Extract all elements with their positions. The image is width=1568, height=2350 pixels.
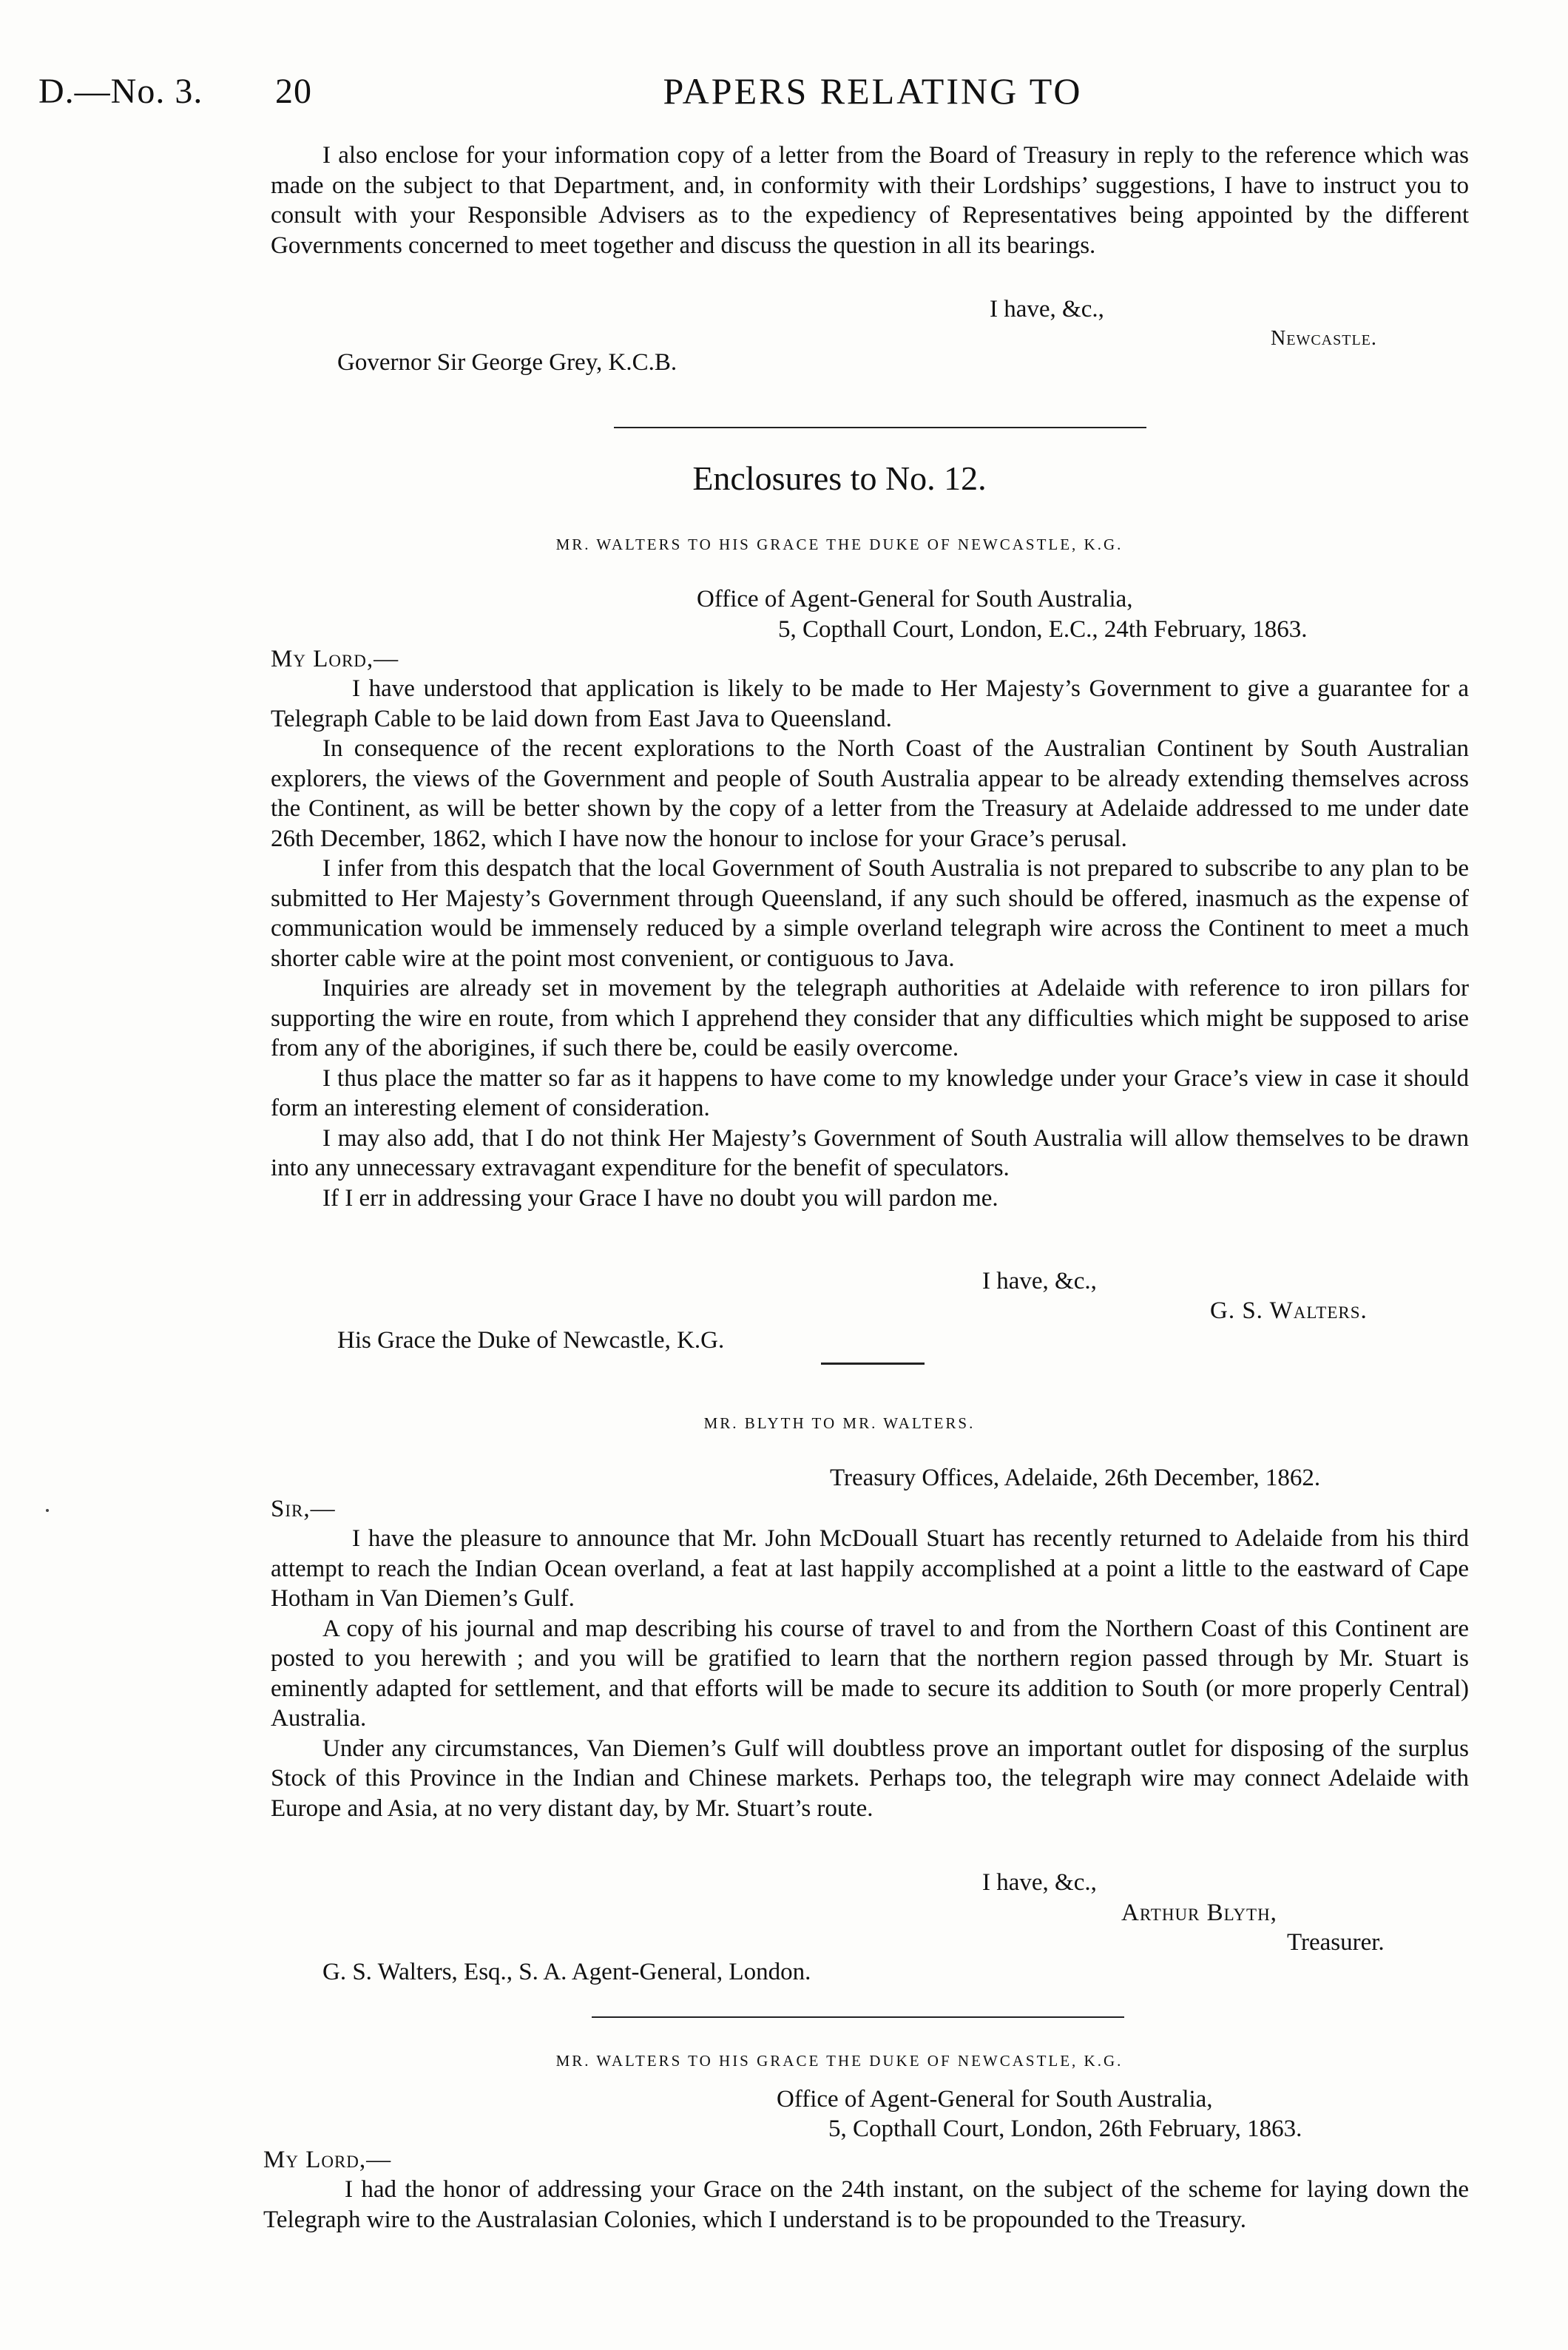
letter1-address-line1: Office of Agent-General for South Australia, — [697, 586, 1133, 612]
letter2-paragraph: Under any circumstances, Van Diemen’s Gulf will doubtless prove an important outlet for disposing of the surplus Stock of this Province in the Indian and Chinese markets. Perhaps too, the telegraph wire may connect Adelaide with Europe and Asia, at no very distant day, by Mr. Stuart’s route. — [271, 1735, 1469, 1822]
intro-paragraph: I also enclose for your information copy of a letter from the Board of Treasury in reply to the reference which was made on the subject to that Department, and, in conformity with their Lordships’ suggestions, I have to instruct you to consult with your Responsible Advisers as to the expediency of Representatives being appointed by the different Governments concerned to meet together and discuss the question in all its bearings. — [271, 142, 1469, 259]
letter2-paragraph: A copy of his journal and map describing his course of travel to and from the Northern Coast of this Continent are posted to you herewith ; and you will be gratified to learn that the northern region passed through by Mr. Stuart is eminently adapted for settlement, and that efforts will be made to secure its addition to South (or more properly Central) Australia. — [271, 1615, 1469, 1732]
letter2-closing: I have, &c., — [982, 1869, 1097, 1896]
letter2-heading: MR. BLYTH TO MR. WALTERS. — [703, 1414, 976, 1432]
letter1-paragraph: In consequence of the recent explorations to the North Coast of the Australian Continent by South Australian explorers, the views of the Government and people of South Australia appear to be already extending themselves across the Continent, as will be better shown by the copy of a letter from the Treasury at Adelaide addressed to me under date 26th December, 1862, which I have now the honour to inclose for your Grace’s perusal. — [271, 735, 1469, 852]
letter1-paragraph: I have understood that application is likely to be made to Her Majesty’s Government to give a guarantee for a Telegraph Cable to be laid down from East Java to Queensland. — [271, 675, 1469, 732]
letter3-salutation: My Lord,— — [263, 2147, 392, 2173]
page-title: PAPERS RELATING TO — [663, 70, 1083, 112]
letter2-salutation: Sir,— — [271, 1496, 336, 1522]
letter1-addressee: His Grace the Duke of Newcastle, K.G. — [337, 1327, 725, 1354]
document-reference: D.—No. 3. — [38, 72, 203, 111]
letter2-title: Treasurer. — [1287, 1929, 1385, 1956]
section-divider — [592, 2016, 1124, 2018]
section-divider — [614, 427, 1146, 428]
intro-addressee: Governor Sir George Grey, K.C.B. — [337, 349, 677, 376]
letter3-heading: MR. WALTERS TO HIS GRACE THE DUKE OF NEWCASTLE, K.G. — [555, 2052, 1123, 2070]
letter1-heading: MR. WALTERS TO HIS GRACE THE DUKE OF NEWCASTLE, K.G. — [555, 536, 1123, 553]
letter1-paragraph: I infer from this despatch that the local Government of South Australia is not prepared to subscribe to any plan to be submitted to Her Majesty’s Government through Queensland, if any such should be offered, inasmuch as the expense of communication would be immensely reduced by a simple overland telegraph wire across the Continent to meet a much shorter cable wire at the point most convenient, or contiguous to Java. — [271, 855, 1469, 972]
margin-mark — [46, 1509, 49, 1512]
letter2-addressee: G. S. Walters, Esq., S. A. Agent-General, London. — [322, 1959, 811, 1985]
letter2-paragraph: I have the pleasure to announce that Mr. John McDouall Stuart has recently returned to Adelaide from his third attempt to reach the Indian Ocean overland, a feat at last happily accomplished at a point a little to the eastward of Cape Hotham in Van Diemen’s Gulf. — [271, 1525, 1469, 1612]
letter1-salutation: My Lord,— — [271, 646, 399, 672]
letter1-signature: G. S. Walters. — [1210, 1297, 1368, 1324]
letter3-address-line2: 5, Copthall Court, London, 26th February, 1863. — [828, 2116, 1302, 2142]
letter2-address-line1: Treasury Offices, Adelaide, 26th December, 1862. — [830, 1465, 1321, 1491]
letter3-body — [263, 2175, 1469, 2235]
section-divider — [821, 1363, 925, 1365]
intro-closing: I have, &c., — [990, 296, 1104, 323]
letter1-paragraph: I thus place the matter so far as it happens to have come to my knowledge under your Grace’s view in case it should form an interesting element of consideration. — [271, 1064, 1469, 1121]
intro-signature: Newcastle. — [1271, 327, 1377, 350]
letter1-paragraph: Inquiries are already set in movement by the telegraph authorities at Adelaide with reference to iron pillars for supporting the wire en route, from which I apprehend they consider that any difficulties which might be supposed to arise from any of the aborigines, if such there be, could be easily overcome. — [271, 975, 1469, 1061]
letter2-signature: Arthur Blyth, — [1121, 1900, 1277, 1926]
letter1-paragraph: If I err in addressing your Grace I have no doubt you will pardon me. — [322, 1184, 998, 1212]
letter2-body — [271, 1524, 1469, 1823]
letter1-closing: I have, &c., — [982, 1268, 1097, 1294]
page-number: 20 — [275, 72, 312, 111]
letter3-paragraph: I had the honor of addressing your Grace on the 24th instant, on the subject of the scheme for laying down the Telegraph wire to the Australasian Colonies, which I understand is to be propounded to the Treasury. — [263, 2176, 1469, 2233]
letter1-address-line2: 5, Copthall Court, London, E.C., 24th February, 1863. — [778, 616, 1308, 643]
enclosures-heading: Enclosures to No. 12. — [692, 459, 987, 497]
letter1-body — [271, 674, 1469, 1213]
letter1-paragraph: I may also add, that I do not think Her Majesty’s Government of South Australia will allow themselves to be drawn into any unnecessary extravagant expenditure for the benefit of speculators. — [271, 1124, 1469, 1181]
letter3-address-line1: Office of Agent-General for South Australia, — [777, 2086, 1213, 2113]
